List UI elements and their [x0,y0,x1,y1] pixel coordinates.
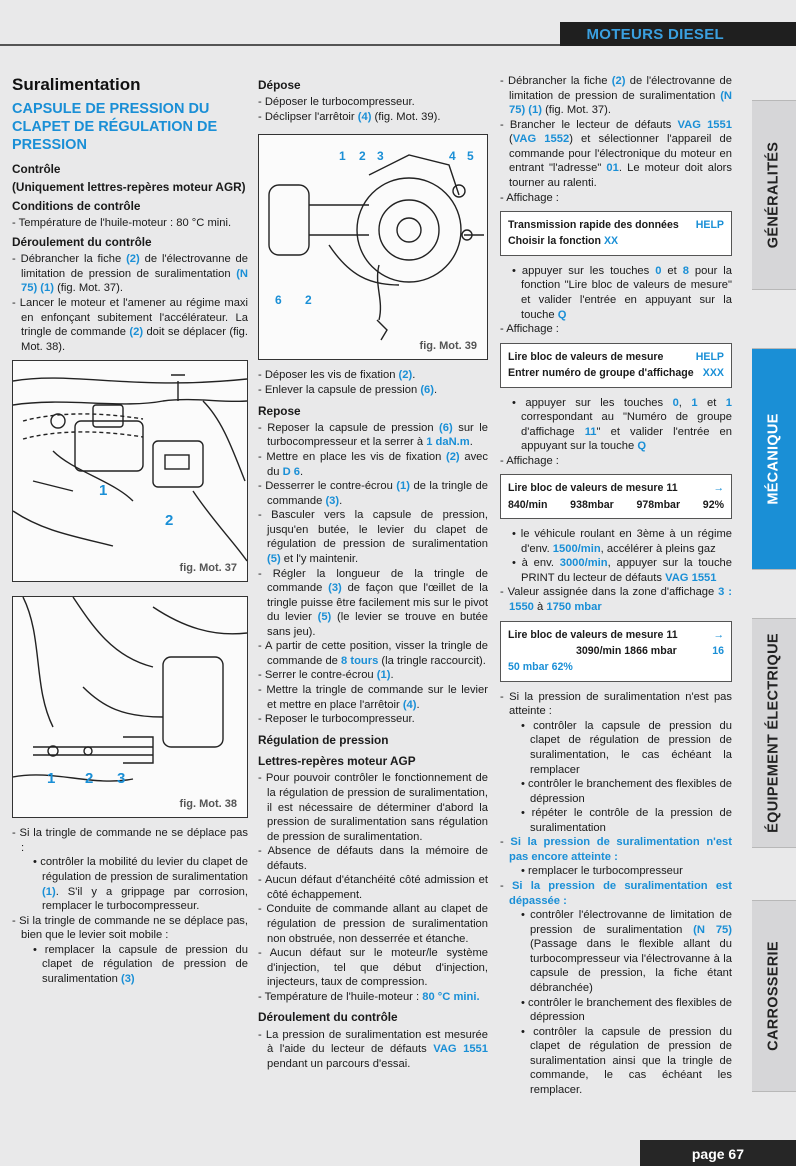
list-item: • le véhicule roulant en 3ème à un régime d'env. 1500/min, accélérer à pleins gaz [510,527,732,556]
regulation-heading: Régulation de pression [258,732,389,747]
list-item: • appuyer sur les touches 0, 1 et 1 correspondant au "Numéro de groupe d'affichage 11" et valider l'entrée en appuyant sur la touche Q [510,396,732,454]
list-item: - Conduite de commande allant au clapet de régulation de pression de suralimentation non obstruée, non desserrée et étanche. [258,902,488,946]
agp-heading: Lettres-repères moteur AGP [258,754,416,769]
controle-heading: Contrôle [12,162,61,177]
list-item: - Pour pouvoir contrôler le fonctionnement de la régulation de pression de suralimentation, il est nécessaire de déterminer d'abord la pression de suralimentation sans régulation de pression de suralimentation. [258,771,488,844]
bullet-list-1 [510,264,732,322]
list-item: - Affichage : [500,454,732,469]
column-left [12,74,248,986]
section-header: MOTEURS DIESEL [560,22,796,46]
list-item: - Lancer le moteur et l'amener au régime maxi en enfonçant subitement l'accélérateur. La tringle de commande (2) doit se déplacer (fig. Mot. 38). [12,296,248,354]
list-item: • répéter le contrôle de la pression de suralimentation [519,806,732,835]
controle-note: (Uniquement lettres-repères moteur AGR) [12,179,246,194]
depose-list-2 [258,368,488,397]
list-item: - Mettre la tringle de commande sur le levier et mettre en place l'arrêtoir (4). [258,683,488,712]
list-item: - A partir de cette position, visser la tringle de commande de 8 tours (la tringle raccourcit). [258,639,488,668]
deroulement2-heading: Déroulement du contrôle [258,1010,398,1025]
display-box-1 [500,211,732,256]
list-item: - Basculer vers la capsule de pression, jusqu'en butée, le levier du clapet de régulation de pression de suralimentation (5) et l'y maintenir. [258,508,488,566]
figure-mot-39 [258,134,488,360]
depose-list [258,95,488,124]
list-item: - Absence de défauts dans la mémoire de défauts. [258,844,488,873]
display-text: Transmission rapide des données [508,219,679,232]
list-item: - Si la pression de suralimentation est dépassée : • contrôler l'électrovanne de limitation de pression de suralimentation (N 75) (Passage dans le flexible allant du turbocompresseur via l'électrovanne à la capsule de pression, la fiche étant débranchée) • contrôler le branchement des flexibles de dépression • contrôler la capsule de pression du clapet de régulation de pression de suralimentation ainsi que la tringle de commande, le cas échéant les remplacer. [500,879,732,1097]
figure-caption: fig. Mot. 38 [179,797,237,810]
callout-2: 2 [85,770,94,788]
display-text: Entrer numéro de groupe d'affichage [508,367,694,380]
steps-list [500,74,732,205]
tab-equipement-electrique[interactable]: ÉQUIPEMENT ÉLECTRIQUE [752,618,796,848]
list-item: - Débrancher la fiche (2) de l'électrovanne de limitation de pression de suralimentation (N 75) (1) (fig. Mot. 37). [500,74,732,118]
list-item: • contrôler le branchement des flexibles de dépression [519,777,732,806]
callout-1: 1 [99,482,108,500]
display-text: Choisir la fonction XX [508,235,619,248]
list-item: • appuyer sur les touches 0 et 8 pour la fonction "Lire bloc de valeurs de mesure" et valider l'entrée en appuyant sur la touche Q [510,264,732,322]
display-value: XXX [702,367,724,380]
page-number: page 67 [640,1140,796,1166]
figure-caption: fig. Mot. 37 [179,561,237,574]
list-item: • contrôler le branchement des flexibles de dépression [519,996,732,1025]
list-item: - Température de l'huile-moteur : 80 °C mini. [12,216,248,231]
list-item: - Si la pression de suralimentation n'est pas encore atteinte : • remplacer le turbocompresseur [500,835,732,879]
tab-generalites[interactable]: GÉNÉRALITÉS [752,100,796,290]
callout-4: 4 [449,149,456,164]
page-title: Suralimentation [12,75,141,94]
callout-2: 2 [165,512,174,530]
figure-mot-38 [12,596,248,818]
list-item: • contrôler la capsule de pression du clapet de régulation de pression de suralimentation, le cas échéant la remplacer [519,719,732,777]
list-item: • contrôler la capsule de pression du clapet de régulation de pression de suralimentation ainsi que la tringle de commande, le cas échéant les remplacer. [519,1025,732,1098]
display-value: 3090/min 1866 mbar [576,644,677,657]
list-item: - Mettre en place les vis de fixation (2) avec du D 6. [258,450,488,479]
list-item: - Valeur assignée dans la zone d'affichage 3 : 1550 à 1750 mbar [500,585,732,614]
check-list [500,690,732,1098]
list-item: - Brancher le lecteur de défauts VAG 1551 (VAG 1552) et sélectionner l'appareil de commande pour l'électronique du moteur en entrant "l'adresse" 01. Le moteur doit alors tourner au ralenti. [500,118,732,191]
list-item: • remplacer le turbocompresseur [519,864,732,879]
section-sidebar [752,100,796,1140]
display-value: 840/min [508,498,548,511]
fig39-drawing [259,135,487,359]
conditions-list [12,216,248,231]
deroulement-list [12,252,248,354]
display-value: 938mbar [570,498,614,511]
list-item: • contrôler l'électrovanne de limitation de pression de suralimentation (N 75) (Passage dans le flexible allant du turbocompresseur via l'électrovanne à la capsule de pression, la fiche étant débranchée) [519,908,732,995]
section-subtitle: CAPSULE DE PRESSION DU CLAPET DE RÉGULATION DE PRESSION [12,101,218,154]
deroulement-heading: Déroulement du contrôle [12,235,152,250]
tab-mecanique[interactable]: MÉCANIQUE [752,348,796,570]
tab-carrosserie[interactable]: CARROSSERIE [752,900,796,1092]
ifnot-list [12,826,248,986]
figure-mot-37 [12,360,248,582]
figure-caption: fig. Mot. 39 [419,340,477,353]
list-item: - Déclipser l'arrêtoir (4) (fig. Mot. 39). [258,110,488,125]
callout-3: 3 [377,149,384,164]
display-box-3 [500,474,732,519]
display-text: Lire bloc de valeurs de mesure 11 [508,628,678,641]
bullet-list-3 [510,527,732,585]
list-item: • remplacer la capsule de pression du clapet de régulation de pression de suralimentation (3) [31,943,248,987]
callout-5: 5 [467,149,474,164]
help-key: HELP [695,219,724,232]
repose-heading: Repose [258,403,301,418]
deroulement2-list [258,1028,488,1072]
display-value: 92% [702,498,724,511]
depose-heading: Dépose [258,78,301,92]
callout-6: 6 [275,293,282,308]
list-item: - Débrancher la fiche (2) de l'électrovanne de limitation de pression de suralimentation (N 75) (1) (fig. Mot. 37). [12,252,248,296]
list-item: - Reposer la capsule de pression (6) sur le turbocompresseur et la serrer à 1 daN.m. [258,421,488,450]
display-value: 16 [712,644,724,657]
list-item: - Déposer les vis de fixation (2). [258,368,488,383]
display-box-4 [500,621,732,682]
list-item: - La pression de suralimentation est mesurée à l'aide du lecteur de défauts VAG 1551 pendant un parcours d'essai. [258,1028,488,1072]
list-item: - Enlever la capsule de pression (6). [258,383,488,398]
callout-3: 3 [117,770,126,788]
list-item: - Aucun défaut sur le moteur/le système d'injection, tel que début d'injection, injecteurs, taux de compression. [258,946,488,990]
callout-1: 1 [47,770,56,788]
display-box-2 [500,343,732,388]
list-item: - Desserrer le contre-écrou (1) de la tringle de commande (3). [258,479,488,508]
list-item: - Aucun défaut d'étanchéité côté admission et côté échappement. [258,873,488,902]
callout-1: 1 [339,149,346,164]
arrow-icon: → [713,482,724,495]
fig37-drawing [13,361,247,581]
list-item: - Si la tringle de commande ne se déplace pas : • contrôler la mobilité du levier du clapet de régulation de pression de suralimentation (1). S'il y a grippage par corrosion, remplacer le turbocompresseur. [12,826,248,913]
column-right [500,74,732,1097]
bullet-list-2 [510,396,732,454]
repose-list [258,421,488,727]
list-item: - Déposer le turbocompresseur. [258,95,488,110]
callout-2b: 2 [305,293,312,308]
list-item: - Affichage : [500,191,732,206]
help-key: HELP [695,350,724,363]
display-value: 50 mbar 62% [508,661,573,674]
display-text: Lire bloc de valeurs de mesure 11 [508,482,678,495]
agp-list [258,771,488,1004]
arrow-icon: → [713,628,724,641]
list-item: • contrôler la mobilité du levier du clapet de régulation de pression de suralimentation (1). S'il y a grippage par corrosion, remplacer le turbocompresseur. [31,855,248,913]
column-middle [258,78,488,1071]
list-item: - Serrer le contre-écrou (1). [258,668,488,683]
display-text: Lire bloc de valeurs de mesure [508,350,664,363]
callout-2: 2 [359,149,366,164]
display-value: 978mbar [636,498,681,511]
list-item: - Reposer le turbocompresseur. [258,712,488,727]
list-item: - Affichage : [500,322,732,337]
list-item: - Si la tringle de commande ne se déplace pas, bien que le levier soit mobile : • remplacer la capsule de pression du clapet de régulation de pression de suralimentation (3) [12,914,248,987]
list-item: - Régler la longueur de la tringle de commande (3) de façon que l'œillet de la tringle puisse être facilement mis sur le pivot du levier (5) (le levier se trouve en butée sans jeu). [258,567,488,640]
list-item: - Température de l'huile-moteur : 80 °C mini. [258,990,488,1005]
conditions-heading: Conditions de contrôle [12,199,141,214]
list-item: • à env. 3000/min, appuyer sur la touche PRINT du lecteur de défauts VAG 1551 [510,556,732,585]
list-item: - Si la pression de suralimentation n'est pas atteinte : • contrôler la capsule de pression du clapet de régulation de pression de suralimentation, le cas échéant la remplacer • contrôler le branchement des flexibles de dépression • répéter le contrôle de la pression de suralimentation [500,690,732,836]
